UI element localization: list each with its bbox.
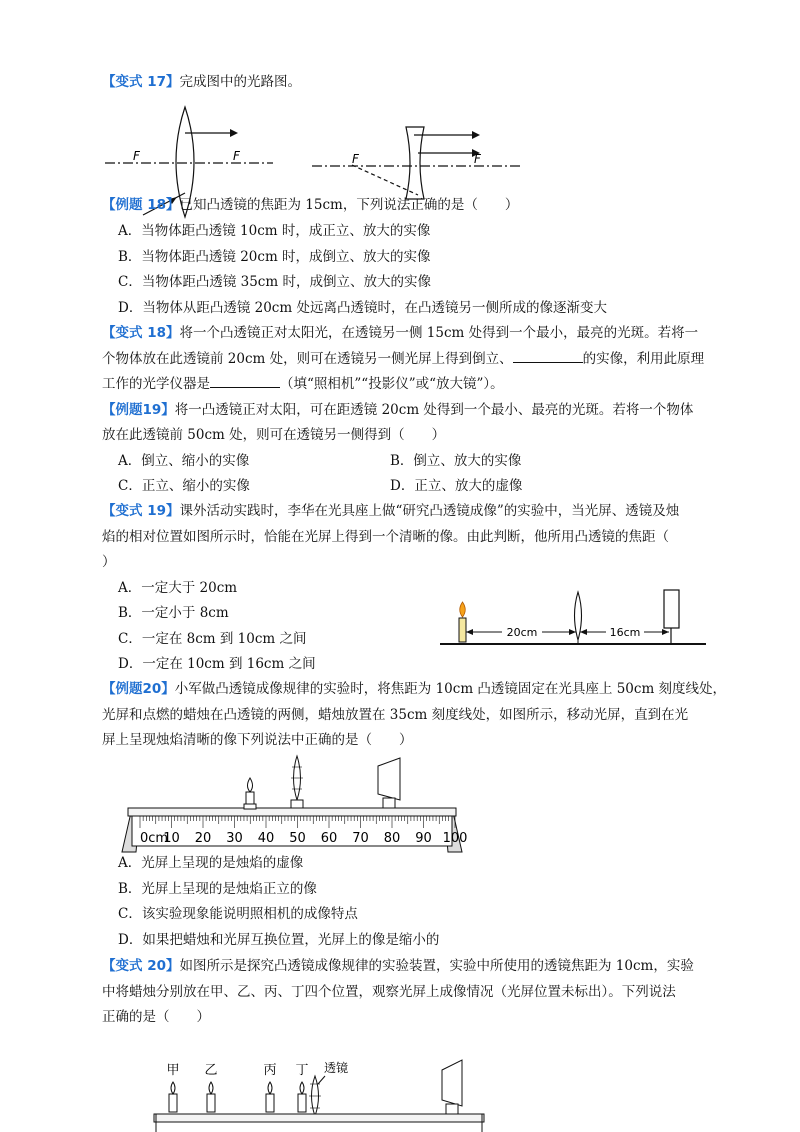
- v17-question: [102, 73, 301, 91]
- ruler-label: 80: [383, 831, 401, 846]
- ex19-line1: [102, 401, 693, 419]
- ruler-label: 10: [163, 831, 180, 846]
- v19-line3: ）: [102, 554, 116, 570]
- ex19-option-c: C．正立、缩小的实像: [118, 478, 250, 494]
- ex20-option-c: C．该实验现象能说明照相机的成像特点: [118, 906, 358, 922]
- v18-line3-b: （填“照相机”“投影仪”或“放大镜”）。: [280, 376, 504, 392]
- v18-blank-1[interactable]: [513, 350, 583, 363]
- v18-line2-b: 的实像，利用此原理: [582, 351, 705, 367]
- v20-line1: [102, 957, 694, 975]
- v18-line2: [102, 350, 704, 368]
- ex19-line2: 放在此透镜前 50cm 处，则可在透镜另一侧得到（ ）: [102, 427, 446, 443]
- v20-optical-bench-diagram: [150, 1050, 490, 1132]
- ex20-line1: [102, 680, 726, 698]
- v19-option-a: A．一定大于 20cm: [118, 580, 238, 596]
- ex20-line2: 光屏和点燃的蜡烛在凸透镜的两侧，蜡烛放置在 35cm 刻度线处，如图所示，移动光屏，直到在光: [102, 707, 689, 723]
- ex18-option-b: B．当物体距凸透镜 20cm 时，成倒立、放大的实像: [118, 249, 431, 265]
- v18-blank-2[interactable]: [210, 375, 280, 388]
- ex18-text: 已知凸透镜的焦距为 15cm，下列说法正确的是（ ）: [179, 197, 519, 213]
- v17-focal-left-2: F: [352, 152, 359, 166]
- ex20-line1-text: 小军做凸透镜成像规律的实验时，将焦距为 10cm 凸透镜固定在光具座上 50cm 刻度线处，: [174, 681, 727, 697]
- ex20-optical-bench-diagram: [118, 756, 468, 856]
- ex20-tag: 【例题20】: [102, 681, 175, 697]
- v20-line2: 中将蜡烛分别放在甲、乙、丙、丁四个位置，观察光屏上成像情况（光屏位置未标出）。下列说法: [102, 984, 676, 1000]
- v17-tag: 【变式 17】: [102, 74, 180, 90]
- v18-tag: 【变式 18】: [102, 325, 180, 341]
- ex18-option-d: D．当物体从距凸透镜 20cm 处远离凸透镜时，在凸透镜另一侧所成的像逐渐变大: [118, 300, 607, 316]
- ex19-option-d: D．正立、放大的虚像: [390, 478, 523, 494]
- ex19-line1-text: 将一凸透镜正对太阳，可在距透镜 20cm 处得到一个最小、最亮的光斑。若将一个物体: [174, 402, 694, 418]
- ruler-label: 60: [320, 831, 338, 846]
- ex19-option-b: B．倒立、放大的实像: [390, 453, 522, 469]
- v19-dist-lens-screen: 16cm: [609, 626, 641, 639]
- v20-line1-text: 如图所示是探究凸透镜成像规律的实验装置，实验中所使用的透镜焦距为 10cm，实验: [179, 958, 694, 974]
- ruler-label: 100: [442, 831, 468, 846]
- v17-focal-left: F: [133, 149, 140, 163]
- v18-line3: [102, 375, 504, 393]
- v19-dist-candle-lens: 20cm: [506, 626, 538, 639]
- ruler-label: 50: [289, 831, 306, 846]
- ex19-option-a: A．倒立、缩小的实像: [118, 453, 250, 469]
- ex20-option-b: B．光屏上呈现的是烛焰正立的像: [118, 881, 317, 897]
- v19-optical-bench-diagram: [440, 588, 710, 650]
- ex20-option-d: D．如果把蜡烛和光屏互换位置，光屏上的像是缩小的: [118, 932, 440, 948]
- ruler-label: 70: [352, 831, 369, 846]
- v19-line2: 焰的相对位置如图所示时，恰能在光屏上得到一个清晰的像。由此判断，他所用凸透镜的焦距（: [102, 529, 669, 545]
- v19-line1-text: 课外活动实践时，李华在光具座上做“研究凸透镜成像”的实验中，当光屏、透镜及烛: [179, 503, 680, 519]
- v20-tag: 【变式 20】: [102, 958, 180, 974]
- v17-focal-right: F: [233, 149, 240, 163]
- v19-line1: [102, 502, 679, 520]
- ex20-option-a: A．光屏上呈现的是烛焰的虚像: [118, 855, 304, 871]
- v19-option-c: C．一定在 8cm 到 10cm 之间: [118, 631, 307, 647]
- ruler-label: 0cm: [140, 831, 169, 846]
- v19-tag: 【变式 19】: [102, 503, 180, 519]
- ex18-option-a: A．当物体距凸透镜 10cm 时，成正立、放大的实像: [118, 223, 431, 239]
- v17-text: 完成图中的光路图。: [179, 74, 301, 90]
- v19-option-b: B．一定小于 8cm: [118, 605, 229, 621]
- v18-line3-a: 工作的光学仪器是: [102, 376, 210, 392]
- ex18-option-c: C．当物体距凸透镜 35cm 时，成倒立、放大的实像: [118, 274, 431, 290]
- ruler-label: 40: [257, 831, 275, 846]
- ruler-label: 90: [415, 831, 432, 846]
- ex19-tag: 【例题19】: [102, 402, 175, 418]
- v18-line1-text: 将一个凸透镜正对太阳光，在透镜另一侧 15cm 处得到一个最小，最亮的光斑。若将一: [179, 325, 699, 341]
- v18-line1: [102, 324, 698, 342]
- v20-candles: [169, 1082, 306, 1112]
- ex18-tag: 【例题 18】: [102, 197, 180, 213]
- v20-pos-ding: 丁: [295, 1063, 309, 1078]
- v17-concave-lens-diagram: [312, 123, 522, 203]
- v20-lens-label: 透镜: [323, 1061, 349, 1075]
- v20-pos-yi: 乙: [204, 1063, 218, 1078]
- v18-line2-a: 个物体放在此透镜前 20cm 处，则可在透镜另一侧光屏上得到倒立、: [102, 351, 513, 367]
- ruler-label: 20: [194, 831, 212, 846]
- ruler-label: 30: [226, 831, 243, 846]
- v19-option-d: D．一定在 10cm 到 16cm 之间: [118, 656, 316, 672]
- ex20-line3: 屏上呈现烛焰清晰的像下列说法中正确的是（ ）: [102, 732, 413, 748]
- v20-pos-jia: 甲: [166, 1063, 180, 1078]
- ex18-question: [102, 196, 518, 214]
- v20-pos-bing: 丙: [263, 1063, 277, 1078]
- v17-focal-right-2: F: [474, 152, 481, 166]
- v20-line3: 正确的是（ ）: [102, 1009, 210, 1025]
